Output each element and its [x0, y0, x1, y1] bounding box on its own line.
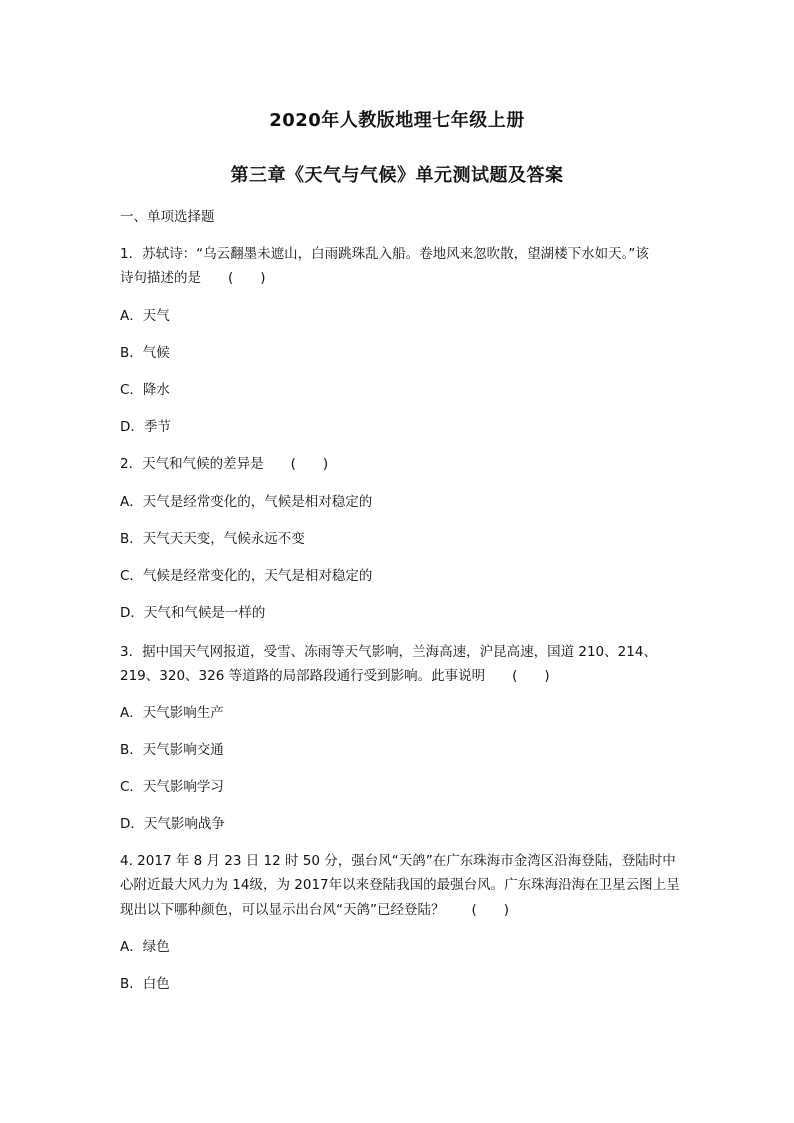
question-3-stem-line-2: 219、320、326 等道路的局部路段通行受到影响。此事说明 ( ) — [120, 668, 550, 684]
question-1-option-b: B．气候 — [120, 345, 170, 361]
question-2-option-b: B．天气天天变，气候永远不变 — [120, 531, 305, 547]
question-4-stem-line-2: 心附近最大风力为 14级，为 2017年以来登陆我国的最强台风。广东珠海沿海在卫星云图上呈 — [120, 877, 680, 893]
question-3-option-c: C．天气影响学习 — [120, 779, 224, 795]
question-2-option-c: C．气候是经常变化的，天气是相对稳定的 — [120, 568, 373, 584]
question-2-option-a: A．天气是经常变化的，气候是相对稳定的 — [120, 494, 373, 510]
question-4-option-b: B．白色 — [120, 976, 170, 992]
question-2-stem-line-1: 2．天气和气候的差异是 ( ) — [120, 456, 329, 472]
question-4-option-a: A．绿色 — [120, 939, 170, 955]
question-1-option-a: A．天气 — [120, 308, 170, 324]
question-4-stem-line-3: 现出以下哪种颜色，可以显示出台风“天鸽”已经登陆？ ( ) — [120, 902, 510, 918]
document-subtitle: 第三章《天气与气候》单元测试题及答案 — [230, 165, 564, 186]
document-title: 2020年人教版地理七年级上册 — [269, 110, 525, 131]
question-1-option-c: C．降水 — [120, 382, 170, 398]
question-1-stem-line-1: 1．苏轼诗：“乌云翻墨未遮山，白雨跳珠乱入船。卷地风来忽吹散，望湖楼下水如天。”该 — [120, 246, 649, 262]
section-heading: 一、单项选择题 — [120, 209, 215, 225]
question-3-option-b: B．天气影响交通 — [120, 742, 224, 758]
question-2-option-d: D．天气和气候是一样的 — [120, 605, 266, 621]
question-1-stem-line-2: 诗句描述的是 ( ) — [120, 270, 266, 286]
question-4-stem-line-1: 4. 2017 年 8 月 23 日 12 时 50 分，强台风“天鸽”在广东珠海市金湾区沿海登陆，登陆时中 — [120, 853, 676, 869]
question-1-option-d: D．季节 — [120, 419, 171, 435]
question-3-option-d: D．天气影响战争 — [120, 816, 225, 832]
question-3-stem-line-1: 3．据中国天气网报道，受雪、冻雨等天气影响，兰海高速，沪昆高速，国道 210、214、 — [120, 644, 657, 660]
question-3-option-a: A．天气影响生产 — [120, 705, 224, 721]
